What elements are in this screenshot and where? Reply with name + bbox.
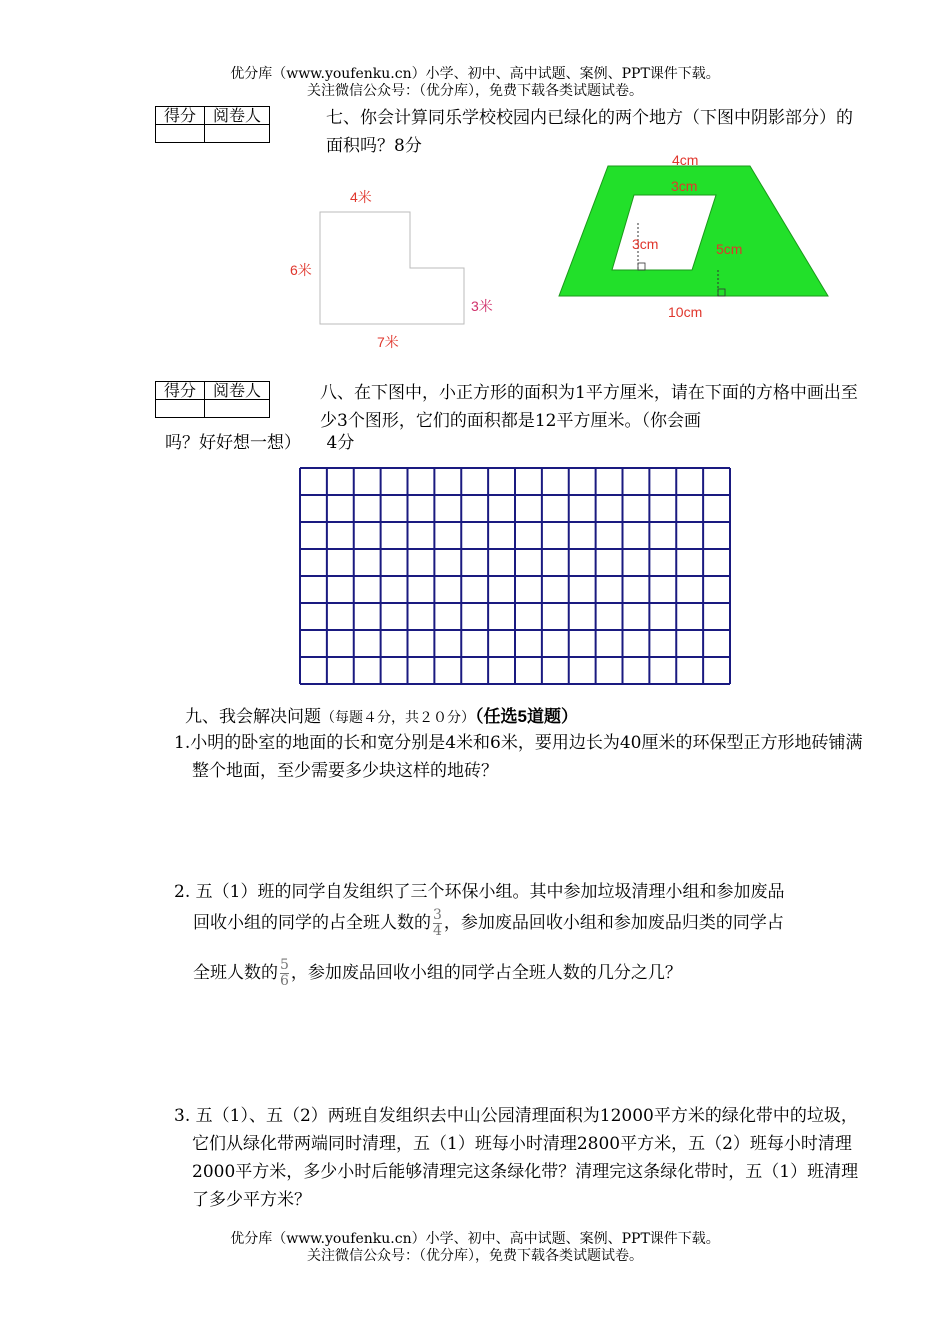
- fig1-right-label: 3米: [471, 298, 493, 314]
- grader-cell[interactable]: [205, 400, 270, 418]
- page-footer: [0, 1231, 950, 1265]
- problem-3: 3. 五（1）、五（2）两班自发组织去中山公园清理面积为12000平方米的绿化带中的垃圾，它们从绿化带两端同时清理，五（1）班每小时清理2800平方米，五（2）班每小时清理2000平方米，多少小时后能够清理完这条绿化带？清理完这条绿化带时，五（1）班清理了多少平方米？: [174, 1106, 859, 1210]
- fig2-top-outer-label: 4cm: [672, 152, 699, 168]
- score-label: 得分: [156, 382, 205, 400]
- right-angle-mark: [638, 263, 645, 270]
- frac1-den: 4: [433, 923, 442, 939]
- header-line-1: 优分库（www.youfenku.cn）小学、初中、高中试题、案例、PPT课件下载。: [230, 66, 720, 82]
- drawing-grid[interactable]: [298, 466, 732, 686]
- fig2-top-inner-label: 3cm: [671, 178, 698, 194]
- problem-1: 1.小明的卧室的地面的长和宽分别是4米和6米，要用边长为40厘米的环保型正方形地砖铺满整个地面，至少需要多少块这样的地砖？: [174, 733, 863, 781]
- grader-label: 阅卷人: [205, 107, 270, 125]
- question-8-text: 八、在下图中，小正方形的面积为1平方厘米，请在下面的方格中画出至少3个图形，它们的面积都是12平方厘米。（你会画: [320, 383, 858, 431]
- fig1-bottom-label: 7米: [377, 334, 399, 350]
- footer-line-2: 关注微信公众号：（优分库），免费下载各类试题试卷。: [307, 1248, 643, 1264]
- frac1-num: 3: [433, 907, 442, 923]
- problem-2-line-1: 2. 五（1）班的同学自发组织了三个环保小组。其中参加垃圾清理小组和参加废品: [174, 882, 785, 902]
- fraction-5-6: [280, 958, 289, 989]
- fig2-bottom-label: 10cm: [668, 304, 703, 320]
- page-header: [0, 66, 950, 100]
- p2-text-b: 回收小组的同学的占全班人数的: [193, 913, 431, 933]
- fig1-top-label: 4米: [350, 189, 372, 205]
- grader-label: 阅卷人: [205, 382, 270, 400]
- footer-line-1: 优分库（www.youfenku.cn）小学、初中、高中试题、案例、PPT课件下载。: [230, 1231, 720, 1247]
- p2-text-d: 全班人数的: [193, 963, 278, 983]
- problem-2-line-2: [193, 908, 784, 939]
- p2-text-e: ，参加废品回收小组的同学占全班人数的几分之几？: [290, 963, 682, 983]
- score-box-q7: [155, 106, 270, 143]
- fig2-height-label: 5cm: [716, 241, 743, 257]
- fig2-inner-height-label: 3cm: [632, 236, 659, 252]
- q9-pick: （任选5道题）: [475, 707, 578, 726]
- fraction-3-4: [433, 908, 442, 939]
- q9-title: 九、我会解决问题: [185, 707, 321, 727]
- score-cell[interactable]: [156, 125, 205, 143]
- question-9-title: [185, 703, 578, 732]
- question-8-text-cont: 吗？好好想一想） 4分: [165, 433, 355, 453]
- fig1-left-label: 6米: [290, 262, 312, 278]
- score-box-q8: [155, 381, 270, 418]
- grader-cell[interactable]: [205, 125, 270, 143]
- score-cell[interactable]: [156, 400, 205, 418]
- frac2-num: 5: [280, 957, 289, 973]
- p2-text-c: ，参加废品回收小组和参加废品归类的同学占: [443, 913, 784, 933]
- question-7-text: 七、你会计算同乐学校校园内已绿化的两个地方（下图中阴影部分）的面积吗？8分: [326, 108, 853, 156]
- header-line-2: 关注微信公众号：（优分库），免费下载各类试题试卷。: [307, 83, 643, 99]
- frac2-den: 6: [280, 973, 289, 989]
- q9-note: （每题４分，共２０分）: [321, 710, 475, 726]
- score-label: 得分: [156, 107, 205, 125]
- l-shape-outline: [320, 212, 464, 324]
- problem-2-line-3: [193, 958, 682, 989]
- figure-l-shape: [280, 180, 520, 355]
